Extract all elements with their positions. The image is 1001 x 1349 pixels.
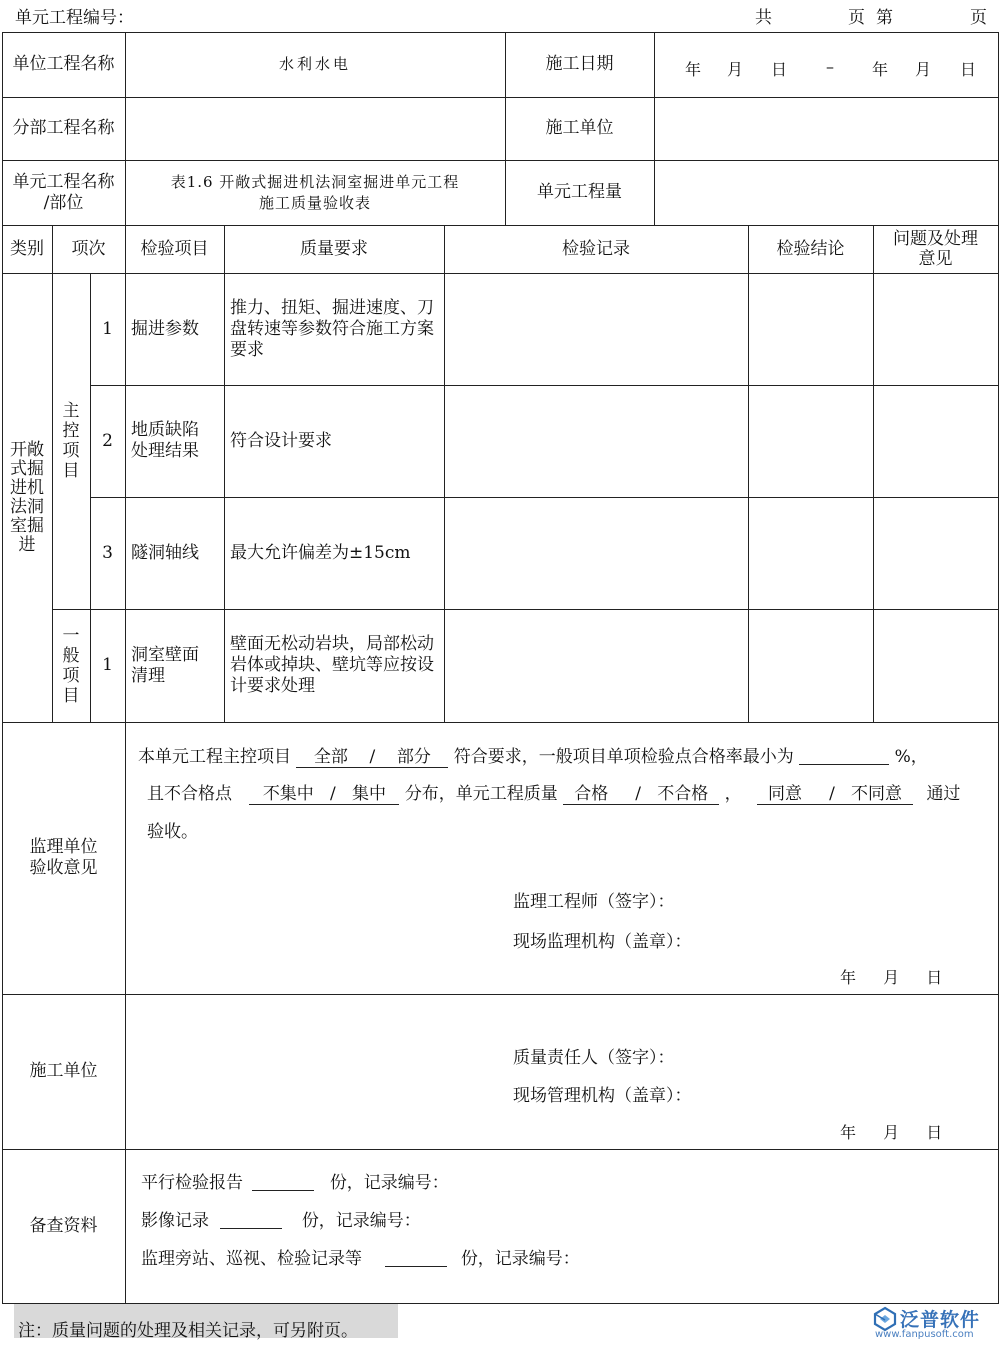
constructor-date-month: 月 [883,1123,900,1142]
supervision-label-line1: 监理单位 [29,837,98,857]
row3-no: 3 [102,542,113,563]
col-inspection-record: 检验记录 [562,238,630,259]
image-record-count[interactable] [220,1210,282,1229]
parallel-report-count[interactable] [252,1172,314,1191]
col-issue-line1: 问题及处理 [893,229,978,249]
opt-part[interactable]: 部分 [396,747,431,767]
footer-note: 注：质量问题的处理及相关记录，可另附页。 [18,1321,358,1341]
opt-concentrated[interactable]: 集中 [351,784,386,804]
reference-label: 备查资料 [29,1215,98,1236]
construction-unit-label: 施工单位 [545,118,614,138]
pass-rate-input[interactable] [799,746,889,765]
main-control-choice[interactable] [296,742,448,768]
supervision-date-year: 年 [840,968,857,987]
category-text: 开敞式掘进机法洞室掘进 [10,439,44,555]
row4-no: 1 [102,655,113,675]
col-conclusion: 检验结论 [776,238,845,259]
slash-4: / [829,784,835,804]
element-project-label-line2: /部位 [43,192,84,213]
row4-req: 壁面无松动岩块，局部松动岩体或掉块、壁坑等应按设计要求处理 [230,634,434,696]
supervision-label-line2: 验收意见 [29,858,98,878]
constructor-date-year: 年 [840,1123,857,1142]
supervision-text-6: 验收。 [147,822,198,842]
reference-r1-suffix: 份，记录编号： [329,1173,449,1193]
row1-conclusion[interactable] [749,274,872,384]
row3-conclusion[interactable] [749,498,872,608]
row1-issue[interactable] [874,274,997,384]
construction-date-label: 施工日期 [545,54,614,74]
page-no-label: 第 [876,8,893,28]
construction-date-field[interactable] [654,32,998,97]
reference-row1 [141,1168,449,1193]
constructor-date [840,1120,942,1143]
row4-record[interactable] [445,610,747,721]
element-project-label-line1: 单元工程名称 [12,171,115,192]
opt-not-concentrated[interactable]: 不集中 [262,784,314,804]
construction-unit-field[interactable] [655,98,997,159]
date-dash: – [826,57,834,76]
date-end-day: 日 [960,60,977,79]
agree-choice[interactable] [757,779,913,805]
row2-no: 2 [102,430,113,451]
category-cell [2,273,52,722]
date-start-month: 月 [727,60,744,79]
row1-req: 推力、扭矩、掘进速度、刀盘转速等参数符合施工方案要求 [230,297,434,360]
table-title-line2: 施工质量验收表 [258,193,371,212]
main-control-cell [52,273,90,609]
constructor-label: 施工单位 [29,1061,98,1081]
reference-r3-suffix: 份，记录编号： [460,1249,580,1269]
element-quantity-field[interactable] [655,161,997,224]
opt-all[interactable]: 全部 [313,747,348,767]
col-category: 类别 [10,238,44,259]
date-start-day: 日 [771,60,788,79]
row3-record[interactable] [445,498,747,608]
row2-conclusion[interactable] [749,386,872,496]
date-start-year: 年 [685,60,702,79]
supervision-date [840,965,942,988]
supervision-engineer: 监理工程师（签字）： [513,892,675,912]
slash-3: / [635,784,641,804]
total-label: 共 [755,8,772,28]
slash-1: / [369,747,376,767]
constructor-person: 质量责任人（签字）： [513,1048,675,1068]
sub-project-label: 分部工程名称 [12,118,115,138]
reference-r2-label: 影像记录 [141,1211,209,1231]
element-quantity-label: 单元工程量 [537,182,622,202]
supervision-date-day: 日 [926,968,943,987]
row3-item: 隧洞轴线 [131,542,199,563]
comma: ， [724,784,742,804]
table-title-line1: 表1.6 开敞式掘进机法洞室掘进单元工程 [170,172,460,191]
unit-project-label: 单位工程名称 [12,54,115,74]
unit-number-label: 单元工程编号： [15,8,134,28]
supervision-label [2,722,125,994]
row3-req: 最大允许偏差为±15cm [230,542,411,563]
reference-row3 [141,1244,580,1269]
opt-disagree[interactable]: 不同意 [851,784,903,804]
slash-2: / [330,784,336,804]
col-issue [873,225,998,273]
page-label: 页 [848,8,865,28]
general-cell [52,609,90,722]
row1-no: 1 [102,318,113,339]
row1-record[interactable] [445,274,747,384]
col-quality-req: 质量要求 [300,238,368,259]
row4-conclusion[interactable] [749,610,872,721]
fanpu-logo [872,1305,996,1345]
opt-agree[interactable]: 同意 [768,784,803,804]
row3-issue[interactable] [874,498,997,608]
fanpu-logo-url: www.fanpusoft.com [875,1329,974,1340]
reference-r2-suffix: 份，记录编号： [301,1211,421,1231]
supervision-line2 [147,779,997,805]
supervision-org: 现场监理机构（盖章）： [513,932,692,952]
percent-sign: %， [894,747,928,767]
row2-item: 地质缺陷处理结果 [131,420,199,461]
row4-issue[interactable] [874,610,997,721]
fanpu-logo-text: 泛普软件 [900,1309,981,1331]
reference-r1-label: 平行检验报告 [141,1173,243,1193]
opt-fail[interactable]: 不合格 [657,784,709,804]
date-end-month: 月 [915,60,932,79]
col-item-no: 项次 [71,238,106,259]
unit-project-value: 水利水电 [278,55,351,73]
row2-req: 符合设计要求 [230,430,332,451]
supervision-text-4: 分布，单元工程质量 [404,784,558,804]
date-end-year: 年 [872,60,889,79]
opt-pass[interactable]: 合格 [574,784,609,804]
reference-r3-label: 监理旁站、巡视、检验记录等 [141,1249,362,1269]
supervision-text-3: 且不合格点 [147,784,232,804]
concentration-choice[interactable] [249,779,399,805]
col-issue-line2: 意见 [918,249,953,269]
supervision-text-1: 本单元工程主控项目 [138,747,291,767]
reference-row2 [141,1206,421,1231]
row2-record[interactable] [445,386,747,496]
row4-item: 洞室壁面清理 [131,644,199,686]
supervision-record-count[interactable] [385,1248,447,1267]
constructor-date-day: 日 [926,1123,943,1142]
table-title [125,160,505,225]
quality-choice[interactable] [563,779,719,805]
constructor-org: 现场管理机构（盖章）： [513,1086,692,1106]
sub-project-field[interactable] [126,98,504,159]
element-project-label [2,160,125,225]
col-inspection-item: 检验项目 [140,238,209,259]
row1-item: 掘进参数 [131,318,199,339]
page-end-label: 页 [970,8,987,28]
supervision-text-2: 符合要求，一般项目单项检验点合格率最小为 [453,747,794,767]
row2-issue[interactable] [874,386,997,496]
supervision-date-month: 月 [883,968,900,987]
general-text: 一般项目 [62,625,80,706]
supervision-text-5: 通过 [926,784,961,804]
supervision-line1 [138,742,996,768]
main-control-text: 主控项目 [62,401,80,481]
